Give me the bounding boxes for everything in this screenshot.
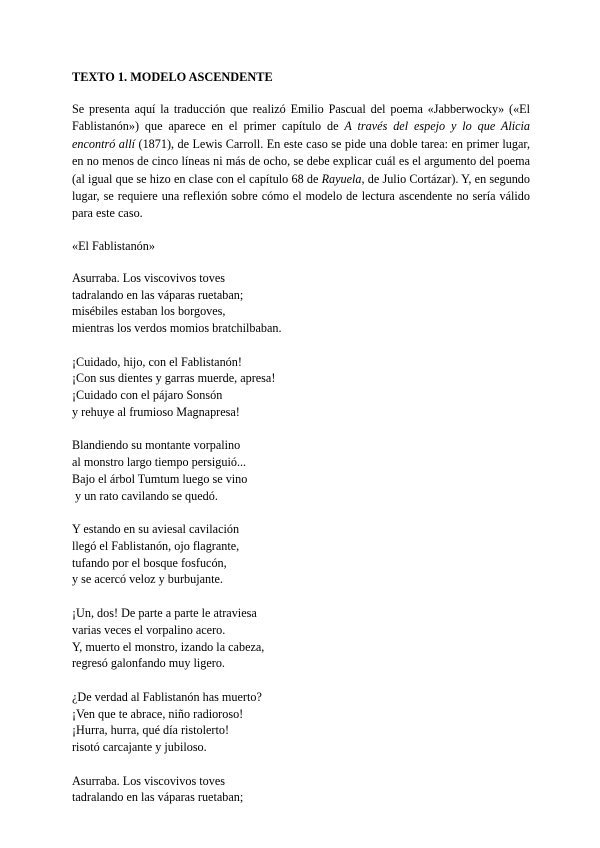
poem-stanza [72, 689, 530, 756]
poem-stanza [72, 521, 530, 588]
poem-stanza [72, 773, 530, 806]
poem-line: Y estando en su aviesal cavilación [72, 522, 240, 537]
poem-line: Blandiendo su montante vorpalino [72, 438, 241, 453]
poem-line: ¡Cuidado, hijo, con el Fablistanón! [72, 354, 242, 369]
poem-line: Asurraba. Los viscovivos toves [72, 773, 225, 788]
poem-line: ¡Con sus dientes y garras muerde, apresa! [72, 371, 276, 386]
poem-stanza [72, 354, 530, 421]
poem-line: Y, muerto el monstro, izando la cabeza, [72, 639, 265, 654]
poem [72, 270, 530, 806]
poem-line: risotó carcajante y jubiloso. [72, 740, 207, 755]
poem-line: ¡Hurra, hurra, qué día ristolerto! [72, 723, 230, 738]
poem-line: varias veces el vorpalino acero. [72, 622, 226, 637]
intro-paragraph [72, 101, 530, 223]
poem-line: mientras los verdos momios bratchilbaban. [72, 320, 282, 335]
poem-line: llegó el Fablistanón, ojo flagrante, [72, 538, 240, 553]
poem-line: ¡Cuidado con el pájaro Sonsón [72, 388, 223, 403]
book-title: A través del espejo y lo que Alicia encontró allí [72, 119, 530, 151]
poem-stanza [72, 270, 530, 337]
poem-line: al monstro largo tiempo persiguió... [72, 455, 247, 470]
poem-stanza [72, 605, 530, 672]
poem-line: ¡Un, dos! De parte a parte le atraviesa [72, 606, 257, 621]
poem-line: misébiles estaban los borgoves, [72, 304, 226, 319]
intro-text-part-1: Se presenta aquí la traducción que realizó Emilio Pascual del poema «Jabberwocky» («El Fablistanón») que aparece en el primer capítulo de [72, 102, 530, 134]
poem-line: Bajo el árbol Tumtum luego se vino [72, 471, 248, 486]
poem-line: regresó galonfando muy ligero. [72, 656, 225, 671]
poem-line: tadralando en las váparas ruetaban; [72, 790, 244, 805]
novel-title: Rayuela [321, 171, 362, 186]
poem-line: y rehuye al frumioso Magnapresa! [72, 404, 240, 419]
poem-line: Asurraba. Los viscovivos toves [72, 270, 225, 285]
poem-line: ¿De verdad al Fablistanón has muerto? [72, 689, 262, 704]
intro-text-part-2: (1871), de Lewis Carroll. En este caso se pide una doble tarea: en primer lugar, en no menos de cinco líneas ni más de ocho, se debe explicar cuál es el argumento del poema (al igual que se hizo en clase con el capítulo 68 de [72, 136, 530, 186]
intro-text-part-3: , de Julio Cortázar). Y, en segundo lugar, se requiere una reflexión sobre cómo el modelo de lectura ascendente no sería válido para este caso. [72, 171, 530, 221]
poem-line: tufando por el bosque fosfucón, [72, 555, 227, 570]
document-body [72, 70, 530, 823]
poem-line: y un rato cavilando se quedó. [72, 488, 218, 503]
poem-stanza [72, 437, 530, 504]
document-title: TEXTO 1. MODELO ASCENDENTE [72, 70, 273, 84]
poem-line: tadralando en las váparas ruetaban; [72, 287, 244, 302]
poem-line: y se acercó veloz y burbujante. [72, 572, 223, 587]
poem-title: «El Fablistanón» [72, 238, 155, 253]
poem-line: ¡Ven que te abrace, niño radioroso! [72, 706, 244, 721]
